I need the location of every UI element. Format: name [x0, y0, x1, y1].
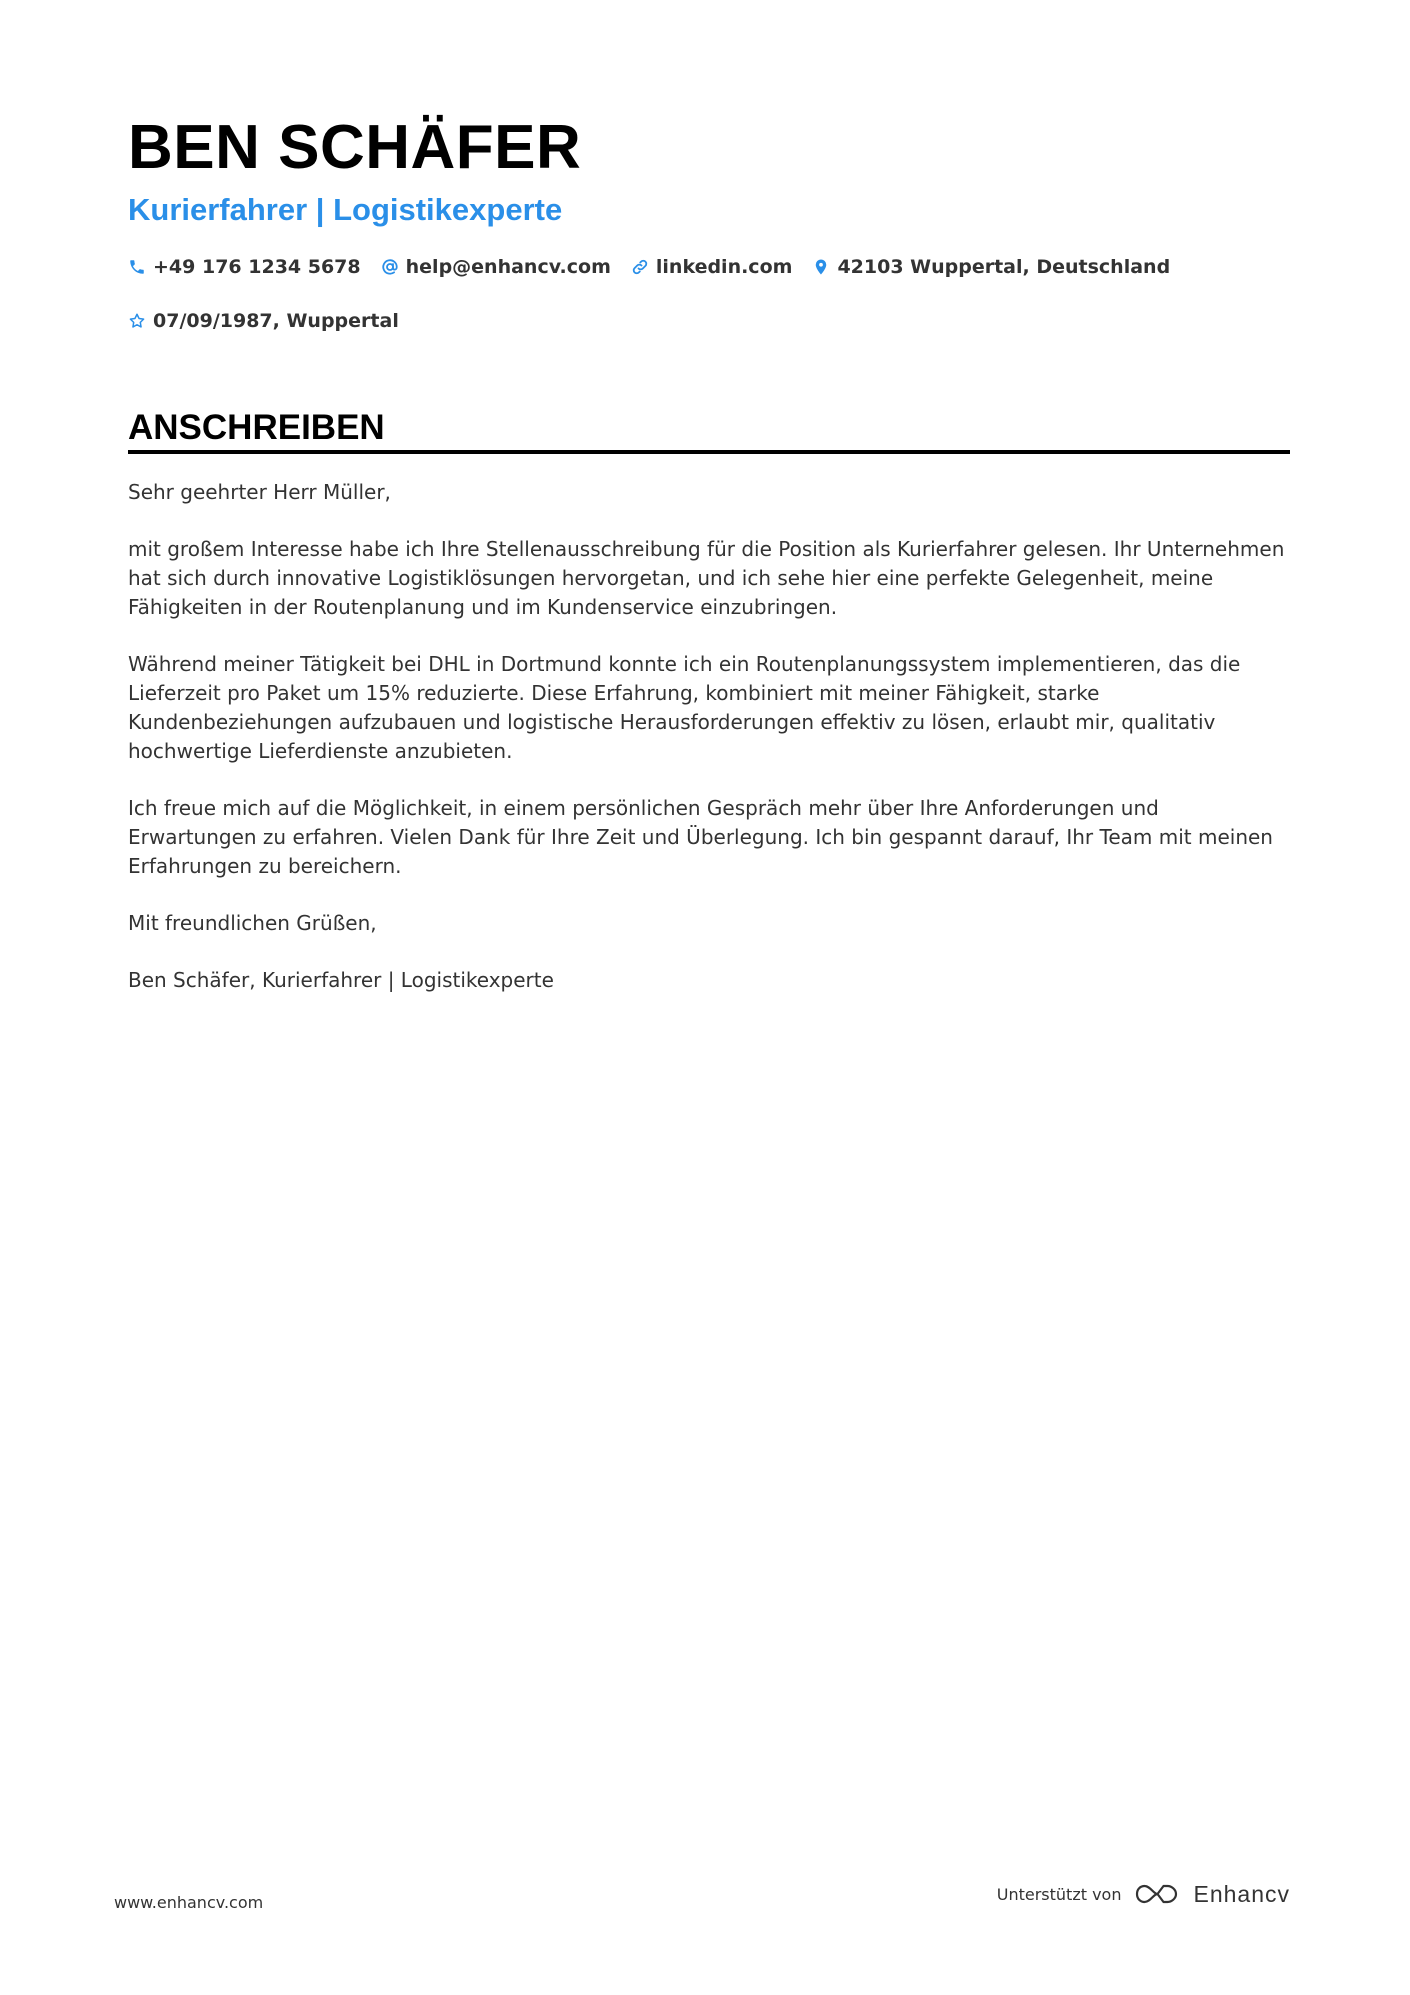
- contact-birth: [128, 308, 399, 334]
- brand-name: Enhancv: [1193, 1880, 1290, 1907]
- footer-branding: [997, 1880, 1290, 1908]
- letter-closing: Mit freundlichen Grüßen,: [128, 911, 377, 935]
- section-title: ANSCHREIBEN: [128, 408, 385, 447]
- letter-body: [128, 478, 1290, 1023]
- contact-linkedin-text: linkedin.com: [655, 256, 793, 278]
- footer-website[interactable]: www.enhancv.com: [114, 1893, 264, 1912]
- letter-salutation: Sehr geehrter Herr Müller,: [128, 480, 391, 504]
- contact-phone-text: +49 176 1234 5678: [153, 256, 361, 278]
- contact-phone: [128, 254, 361, 280]
- letter-paragraph: Während meiner Tätigkeit bei DHL in Dortmund konnte ich ein Routenplanungssystem implementieren, das die Lieferzeit pro Paket um 15% reduzierte. Diese Erfahrung, kombiniert mit meiner Fähigkeit, starke Kundenbeziehungen aufzubauen und logistische Herausforderungen effektiv zu lösen, erlaubt mir, qualitativ hochwertige Lieferdienste anzubieten.: [128, 652, 1241, 763]
- location-pin-icon: [812, 258, 830, 276]
- contact-email-text: help@enhancv.com: [405, 256, 611, 278]
- contact-linkedin[interactable]: [631, 254, 793, 280]
- contact-email[interactable]: [381, 254, 611, 280]
- letter-signature: Ben Schäfer, Kurierfahrer | Logistikexperte: [128, 968, 554, 992]
- candidate-name: BEN SCHÄFER: [128, 113, 582, 182]
- enhancv-logo-icon: [1133, 1880, 1181, 1908]
- candidate-role: Kurierfahrer | Logistikexperte: [128, 192, 563, 227]
- contact-info: [128, 254, 1290, 334]
- letter-paragraph: Ich freue mich auf die Möglichkeit, in einem persönlichen Gespräch mehr über Ihre Anforderungen und Erwartungen zu erfahren. Vielen Dank für Ihre Zeit und Überlegung. Ich bin gespannt darauf, Ihr Team mit meinen Erfahrungen zu bereichern.: [128, 796, 1273, 878]
- powered-by-label: Unterstützt von: [996, 1884, 1122, 1904]
- at-icon: [381, 258, 399, 276]
- contact-location: [812, 254, 1170, 280]
- contact-birth-text: 07/09/1987, Wuppertal: [153, 310, 399, 332]
- contact-location-text: 42103 Wuppertal, Deutschland: [837, 256, 1171, 278]
- phone-icon: [128, 258, 146, 276]
- letter-paragraph: mit großem Interesse habe ich Ihre Stellenausschreibung für die Position als Kurierfahrer gelesen. Ihr Unternehmen hat sich durch innovative Logistiklösungen hervorgetan, und ich sehe hier eine perfekte Gelegenheit, meine Fähigkeiten in der Routenplanung und im Kundenservice einzubringen.: [128, 537, 1285, 619]
- star-icon: [128, 312, 146, 330]
- section-divider: [128, 450, 1290, 454]
- link-icon: [631, 258, 649, 276]
